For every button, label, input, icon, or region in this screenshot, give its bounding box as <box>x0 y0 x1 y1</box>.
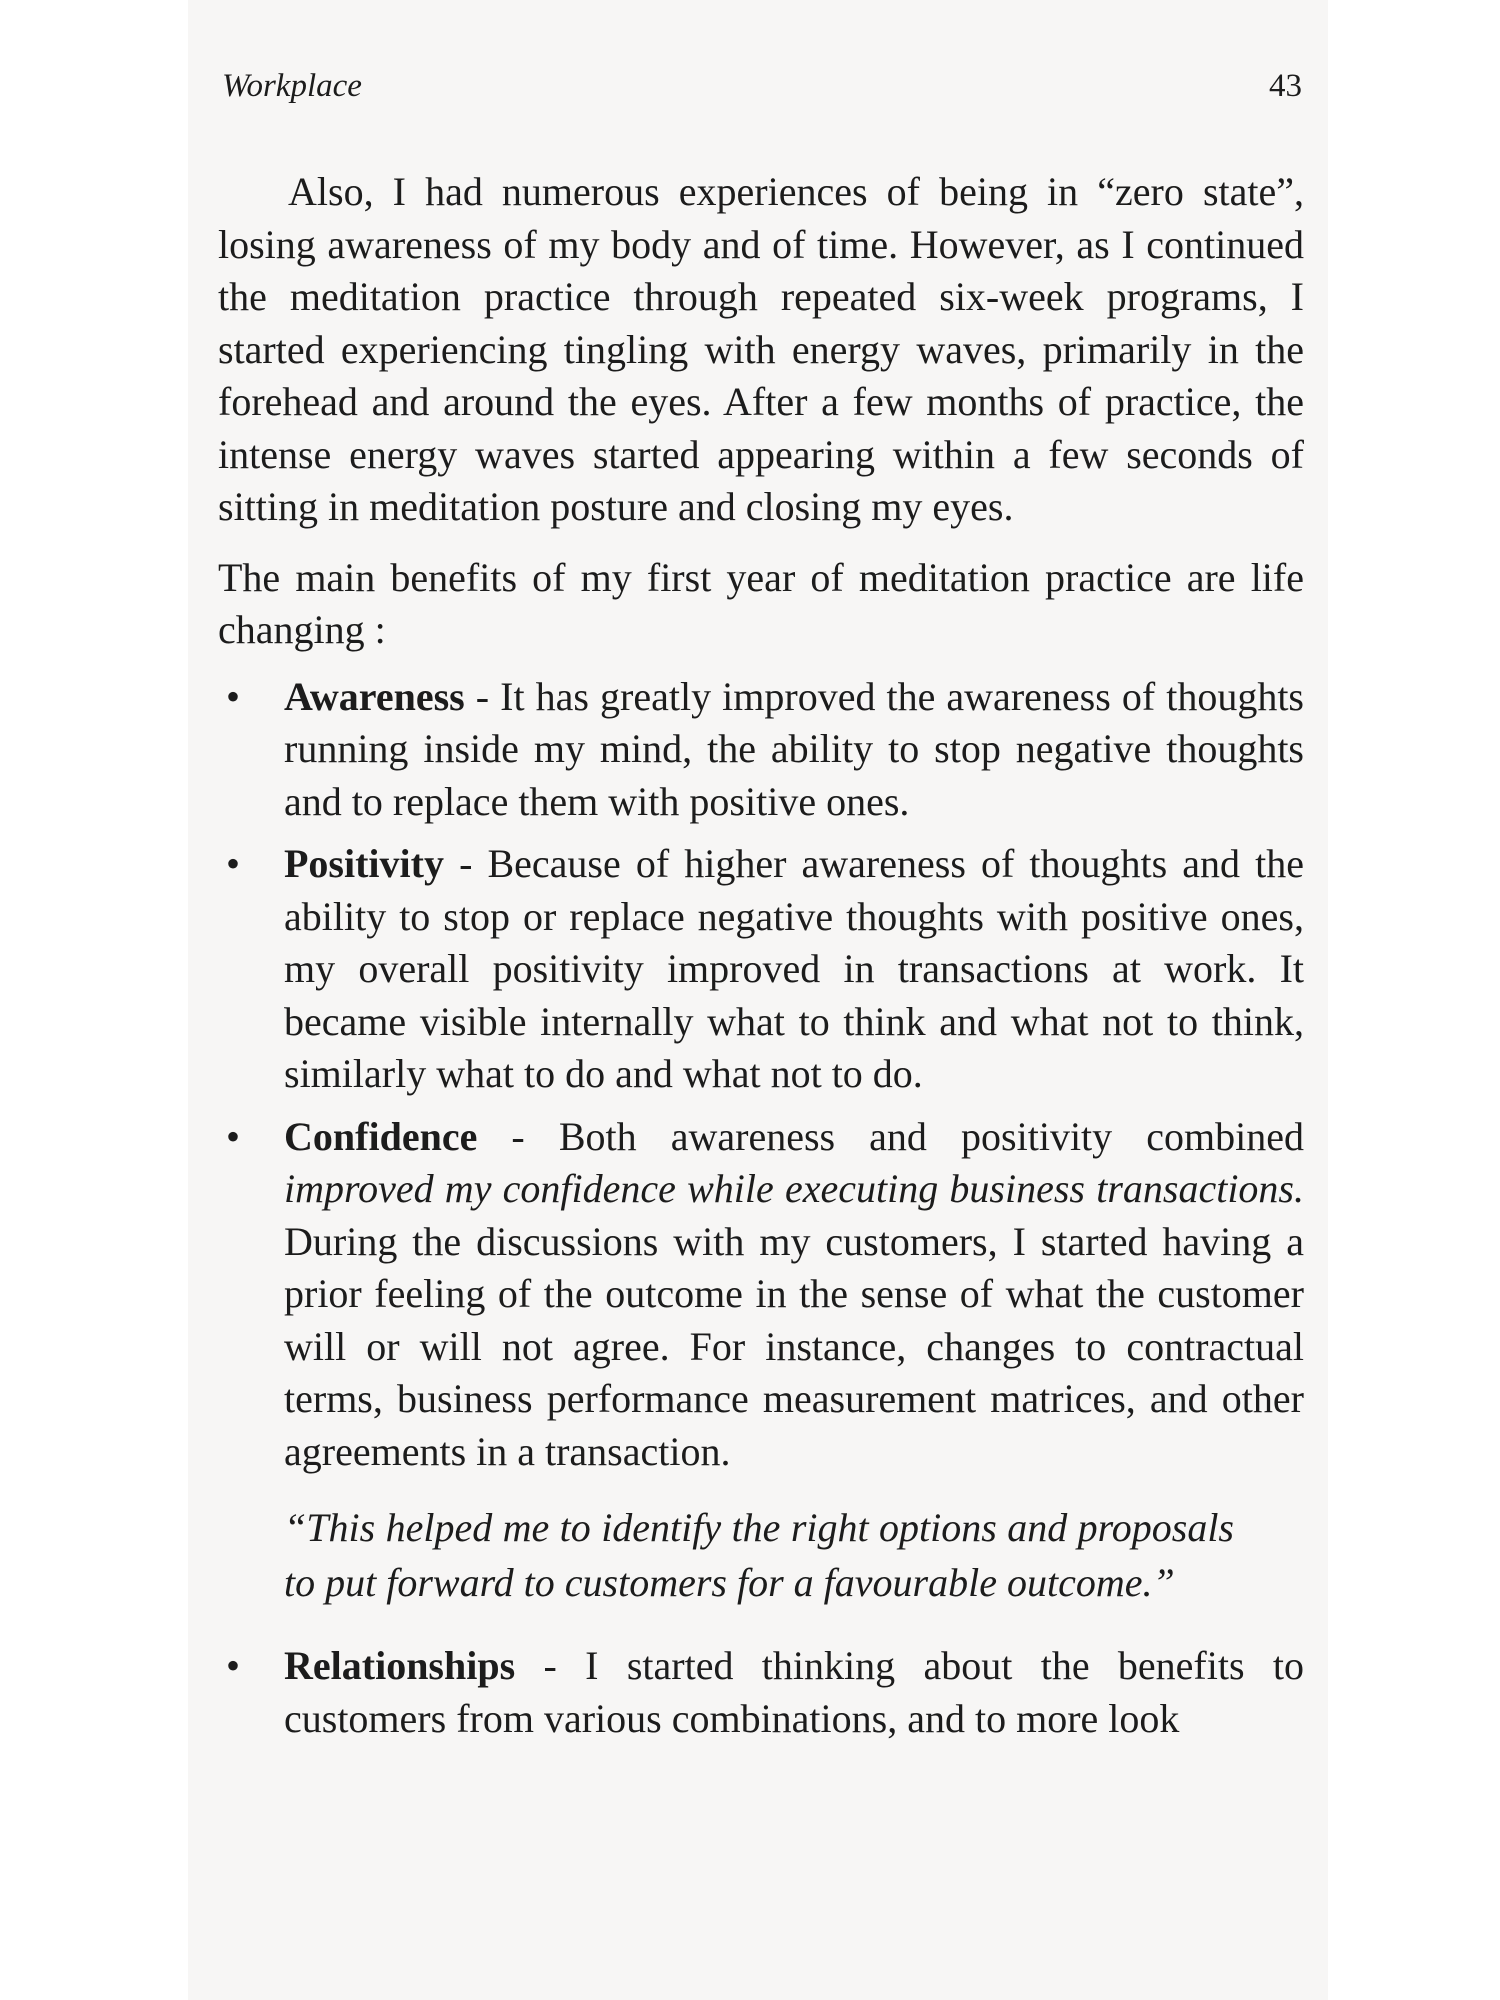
bullet-marker: • <box>225 1643 240 1688</box>
paragraph-zero-state: Also, I had numerous experiences of being in “zero state”, losing awareness of my body and of time. However, as I continued the meditation practice through repeated six-week programs, I started experiencing tingling with energy waves, primarily in the forehead and around the eyes. After a few months of practice, the intense energy waves started appearing within a few seconds of sitting in meditation posture and closing my eyes. <box>218 169 1304 529</box>
text-confidence-b: During the discussions with my customers, I started having a prior feeling of the outcome in the sense of what the customer will or will not agree. For instance, changes to contractual terms, business performance measurement matrices, and other agreements in a transaction. <box>284 1218 1304 1474</box>
list-item-confidence <box>218 1111 1304 1611</box>
scan-margin <box>0 0 188 2000</box>
term-relationships: Relationships <box>284 1643 516 1688</box>
benefits-list <box>218 671 1304 1746</box>
text-awareness: - It has greatly improved the awareness of thoughts running inside my mind, the ability to stop negative thoughts and to replace them with positive ones. <box>284 673 1304 824</box>
text-confidence-italic: improved my confidence while executing business transactions. <box>284 1166 1304 1211</box>
text-confidence-a: - Both awareness and positivity combined <box>477 1113 1304 1159</box>
running-title: Workplace <box>222 68 362 104</box>
page-number: 43 <box>1269 68 1302 104</box>
paragraph-benefits-intro: The main benefits of my first year of meditation practice are life changing : <box>218 554 1304 652</box>
text-positivity: - Because of higher awareness of thoughts and the ability to stop or replace negative thoughts with positive ones, my overall positivity improved in transactions at work. It became visible internally what to think and what not to think, similarly what to do and what not to do. <box>284 841 1304 1096</box>
term-awareness: Awareness <box>284 673 465 719</box>
term-positivity: Positivity <box>284 841 444 886</box>
bullet-marker: • <box>225 841 240 886</box>
pull-quote: “This helped me to identify the right options and proposals to put forward to customers for a favourable outcome.” <box>284 1505 1234 1605</box>
running-header <box>222 66 1302 106</box>
list-item-awareness <box>218 671 1304 829</box>
bullet-marker: • <box>225 673 240 719</box>
list-item-relationships <box>218 1640 1304 1745</box>
term-confidence: Confidence <box>284 1113 478 1159</box>
list-item-positivity <box>218 838 1304 1101</box>
page-body <box>218 166 1304 1745</box>
bullet-marker: • <box>225 1113 240 1159</box>
text-relationships: - I started thinking about the benefits to customers from various combinations, and to more look <box>284 1643 1304 1741</box>
